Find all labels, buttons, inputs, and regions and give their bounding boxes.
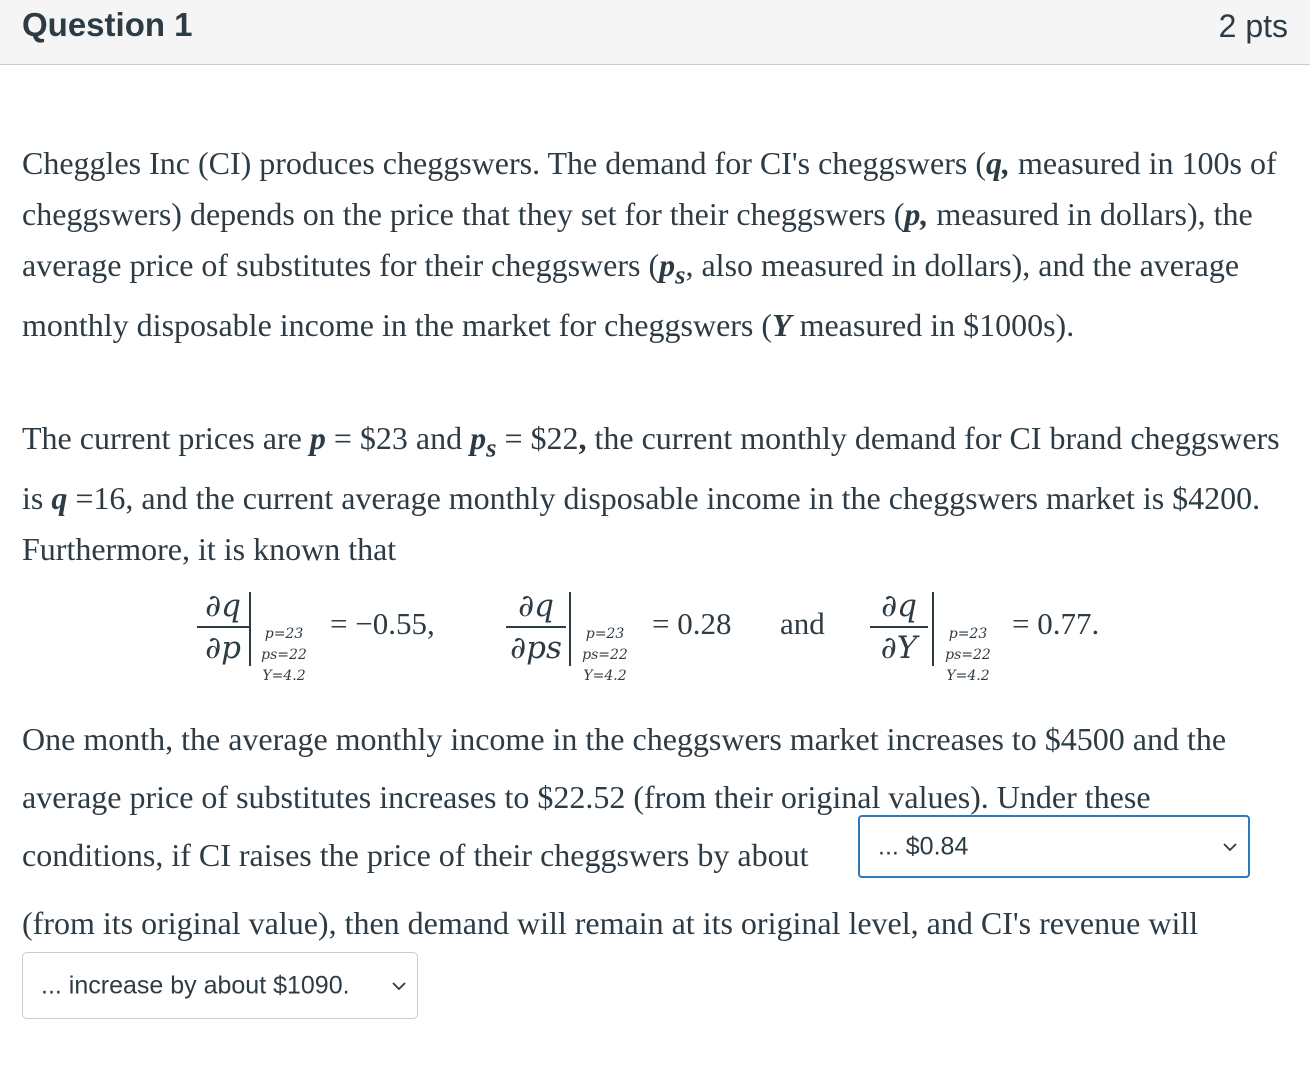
condition-Y: Y=4.2 (946, 668, 990, 684)
text-span: = $22 (496, 420, 579, 456)
condition-ps: ps=22 (582, 647, 628, 663)
dropdown-selected-value: ... $0.84 (878, 832, 969, 860)
var-ps-sub: s (486, 432, 497, 463)
var-p: p, (904, 196, 929, 232)
question-paragraph-4 (22, 898, 1292, 949)
question-points: 2 pts (1218, 8, 1288, 44)
partial-derivative-fraction-3 (870, 588, 928, 666)
fraction-numerator: ∂q (881, 588, 917, 624)
question-paragraph-1 (22, 138, 1292, 351)
price-increase-dropdown[interactable] (858, 815, 1250, 878)
fraction-denominator: ∂ps (510, 630, 562, 666)
var-ps: p (659, 247, 676, 283)
condition-Y: Y=4.2 (262, 668, 306, 684)
text-span: = $23 and (325, 420, 471, 456)
equation-and: and (780, 606, 825, 641)
var-p: p (309, 420, 326, 456)
text-span: measured in $1000s). (791, 307, 1075, 344)
fraction-denominator: ∂p (205, 630, 241, 666)
question-paragraph-2 (22, 413, 1292, 575)
evaluation-bar (249, 592, 251, 666)
evaluation-conditions (575, 624, 635, 687)
var-ps: p (470, 420, 487, 456)
chevron-down-icon (1222, 839, 1238, 855)
condition-Y: Y=4.2 (583, 668, 627, 684)
dropdown-selected-value: ... increase by about $1090. (41, 971, 350, 999)
chevron-down-icon (391, 978, 407, 994)
text-span: The current prices are (22, 420, 310, 456)
fraction-bar (506, 626, 566, 628)
text-span: One month, the average monthly income in the cheggswers market increases to $4500 and the average price of substitutes increases to $22.52 (from their original values). Under these conditions, if CI raises the price of their cheggswers by about (22, 721, 1227, 873)
fraction-numerator: ∂q (205, 588, 241, 624)
equation-rhs-1: = −0.55, (330, 606, 435, 641)
fraction-denominator: ∂Y (880, 630, 918, 666)
revenue-change-dropdown[interactable] (22, 952, 418, 1019)
condition-ps: ps=22 (945, 647, 991, 663)
evaluation-conditions (938, 624, 998, 687)
var-ps-sub: s (675, 259, 686, 290)
evaluation-bar (569, 592, 571, 666)
text-span: Cheggles Inc (CI) produces cheggswers. The demand for CI's cheggswers ( (22, 145, 986, 181)
text-span: =16, and the current average monthly disposable income in the cheggswers market is $4200. Furthermore, it is known that (22, 480, 1261, 568)
partial-derivative-fraction-1 (197, 588, 249, 666)
text-span: (from its original value), then demand will remain at its original level, and CI's revenue will (22, 905, 1199, 941)
var-q: q, (986, 145, 1010, 181)
evaluation-bar (932, 592, 934, 666)
condition-ps: ps=22 (261, 647, 307, 663)
text-span: the current monthly demand for CI brand cheggswers is (22, 420, 1280, 517)
fraction-bar (870, 626, 928, 628)
var-Y: Y (772, 307, 792, 344)
text-span: measured in 100s of cheggswers) depends on the price that they set for their cheggswers ( (22, 145, 1277, 232)
evaluation-conditions (254, 624, 314, 687)
text-span: measured in dollars), the average price of substitutes for their cheggswers ( (22, 196, 1253, 283)
equation-rhs-2: = 0.28 (652, 606, 732, 641)
fraction-bar (197, 626, 249, 628)
text-span: , also measured in dollars), and the average monthly disposable income in the market for cheggswers ( (22, 247, 1240, 344)
condition-p: p=23 (948, 626, 988, 642)
question-title: Question 1 (22, 6, 193, 43)
fraction-numerator: ∂q (518, 588, 554, 624)
question-header (0, 0, 1310, 65)
var-q: q (51, 480, 68, 517)
condition-p: p=23 (585, 626, 625, 642)
condition-p: p=23 (264, 626, 304, 642)
comma: , (578, 420, 587, 456)
equation-rhs-3: = 0.77. (1012, 606, 1100, 641)
partial-derivative-fraction-2 (506, 588, 566, 666)
